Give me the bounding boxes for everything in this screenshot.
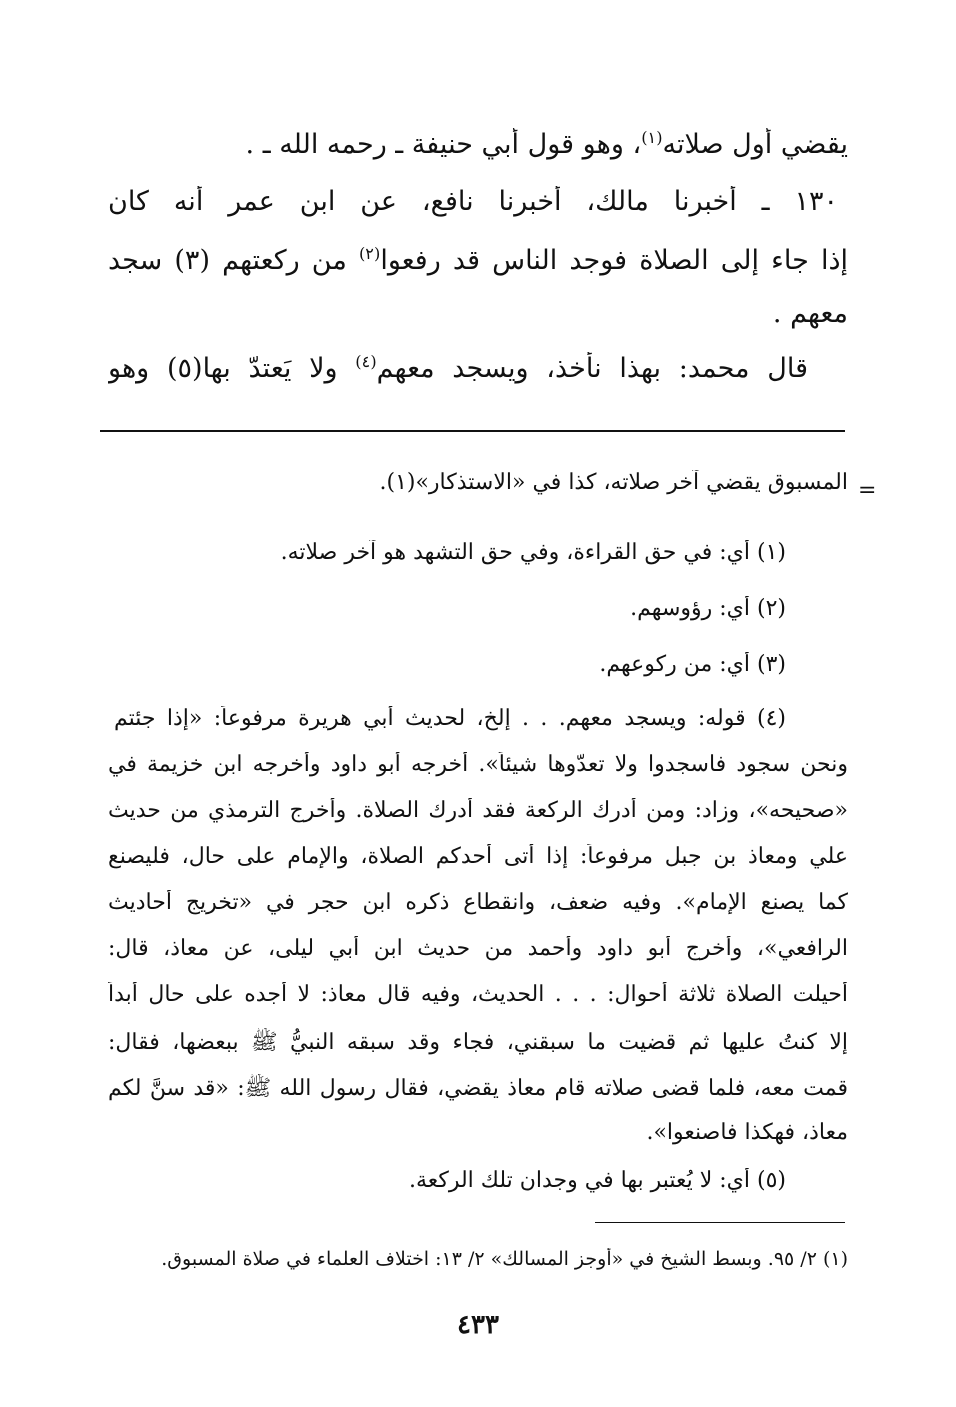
main-line xyxy=(108,352,808,384)
note-line: «صحيحه»، وزاد: ومن أدرك الركعة فقد أدرك الصلاة. وأخرج الترمذي من حديث xyxy=(108,798,848,823)
note-line: إلا كنتُ عليها ثم قضيت ما سبقني، فجاء وقد سبقه النبيُّ ﷺ ببعضها، فقال: xyxy=(108,1030,848,1055)
footnote-ref: (١) xyxy=(641,128,663,147)
main-line-text: قال محمد: بهذا نأخذ، ويسجد معهم xyxy=(376,353,808,384)
footnote-line: (١) ٢/ ٩٥. وبسط الشيخ في «أوجز المسالك» ٢/ ١٣: اختلاف العلماء في صلاة المسبوق. xyxy=(161,1248,848,1270)
footnote-ref: (٤) xyxy=(355,352,377,371)
note-line: معاذ، فهكذا فاصنعوا». xyxy=(646,1120,848,1145)
note-line: علي ومعاذ بن جبل مرفوعاً: إذا أتى أحدكم الصلاة، والإمام على حال، فليصنع xyxy=(108,844,848,869)
continuation-marker: = xyxy=(858,478,877,503)
note-line: كما يصنع الإمام». وفيه ضعف، وانقطاع ذكره ابن حجر في «تخريج أحاديث xyxy=(108,890,848,915)
separator-rule xyxy=(100,430,845,432)
note-line: (١) أي: في حق القراءة، وفي حق التشهد هو آخر صلاته. xyxy=(280,540,786,565)
note-line: الرافعي»، وأخرج أبو داود وأحمد من حديث ابن أبي ليلى، عن معاذ، قال: xyxy=(108,936,848,961)
note-line: (٤) قوله: ويسجد معهم. . . إلخ، لحديث أبي هريرة مرفوعاً: «إذا جئتم xyxy=(114,706,786,731)
note-line: المسبوق يقضي آخر صلاته، كذا في «الاستذكار»(١). xyxy=(379,470,848,495)
note-line: (٢) أي: رؤوسهم. xyxy=(630,596,786,621)
main-line-text: من ركعتهم (٣) سجد xyxy=(108,245,359,276)
main-line-text: ، وهو قول أبي حنيفة ـ رحمه الله ـ . xyxy=(245,129,642,160)
page-number: ٤٣٣ xyxy=(457,1310,499,1340)
main-line-text: إذا جاء إلى الصلاة فوجد الناس قد رفعوا xyxy=(380,245,848,276)
main-line xyxy=(108,298,848,329)
main-line xyxy=(108,244,848,276)
main-line-text: يقضي أول صلاته xyxy=(662,129,848,160)
main-line-text: ولا يَعتدّ بها(٥) وهو xyxy=(108,353,356,384)
footnote-rule xyxy=(595,1222,845,1223)
footnote-ref: (٢) xyxy=(358,244,381,263)
note-line: قمت معه، فلما قضى صلاته قام معاذ يقضي، فقال رسول الله ﷺ: «قد سنَّ لكم xyxy=(108,1076,848,1101)
main-line-text: معهم . xyxy=(772,298,848,329)
main-line xyxy=(108,128,848,160)
main-line xyxy=(108,186,838,217)
note-line: (٥) أي: لا يُعتبر بها في وجدان تلك الركعة. xyxy=(408,1168,786,1193)
note-line: ونحن سجود فاسجدوا ولا تعدّوها شيئاً». أخرجه أبو داود وأخرجه ابن خزيمة في xyxy=(108,752,848,777)
note-line: أُحيلت الصلاة ثلاثة أحوال: . . . الحديث، وفيه قال معاذ: لا أجده على حال أبداً xyxy=(108,982,848,1007)
note-line: (٣) أي: من ركوعهم. xyxy=(599,652,786,677)
main-line-text: ١٣٠ ـ أخبرنا مالك، أخبرنا نافع، عن ابن عمر أنه كان xyxy=(108,186,838,217)
